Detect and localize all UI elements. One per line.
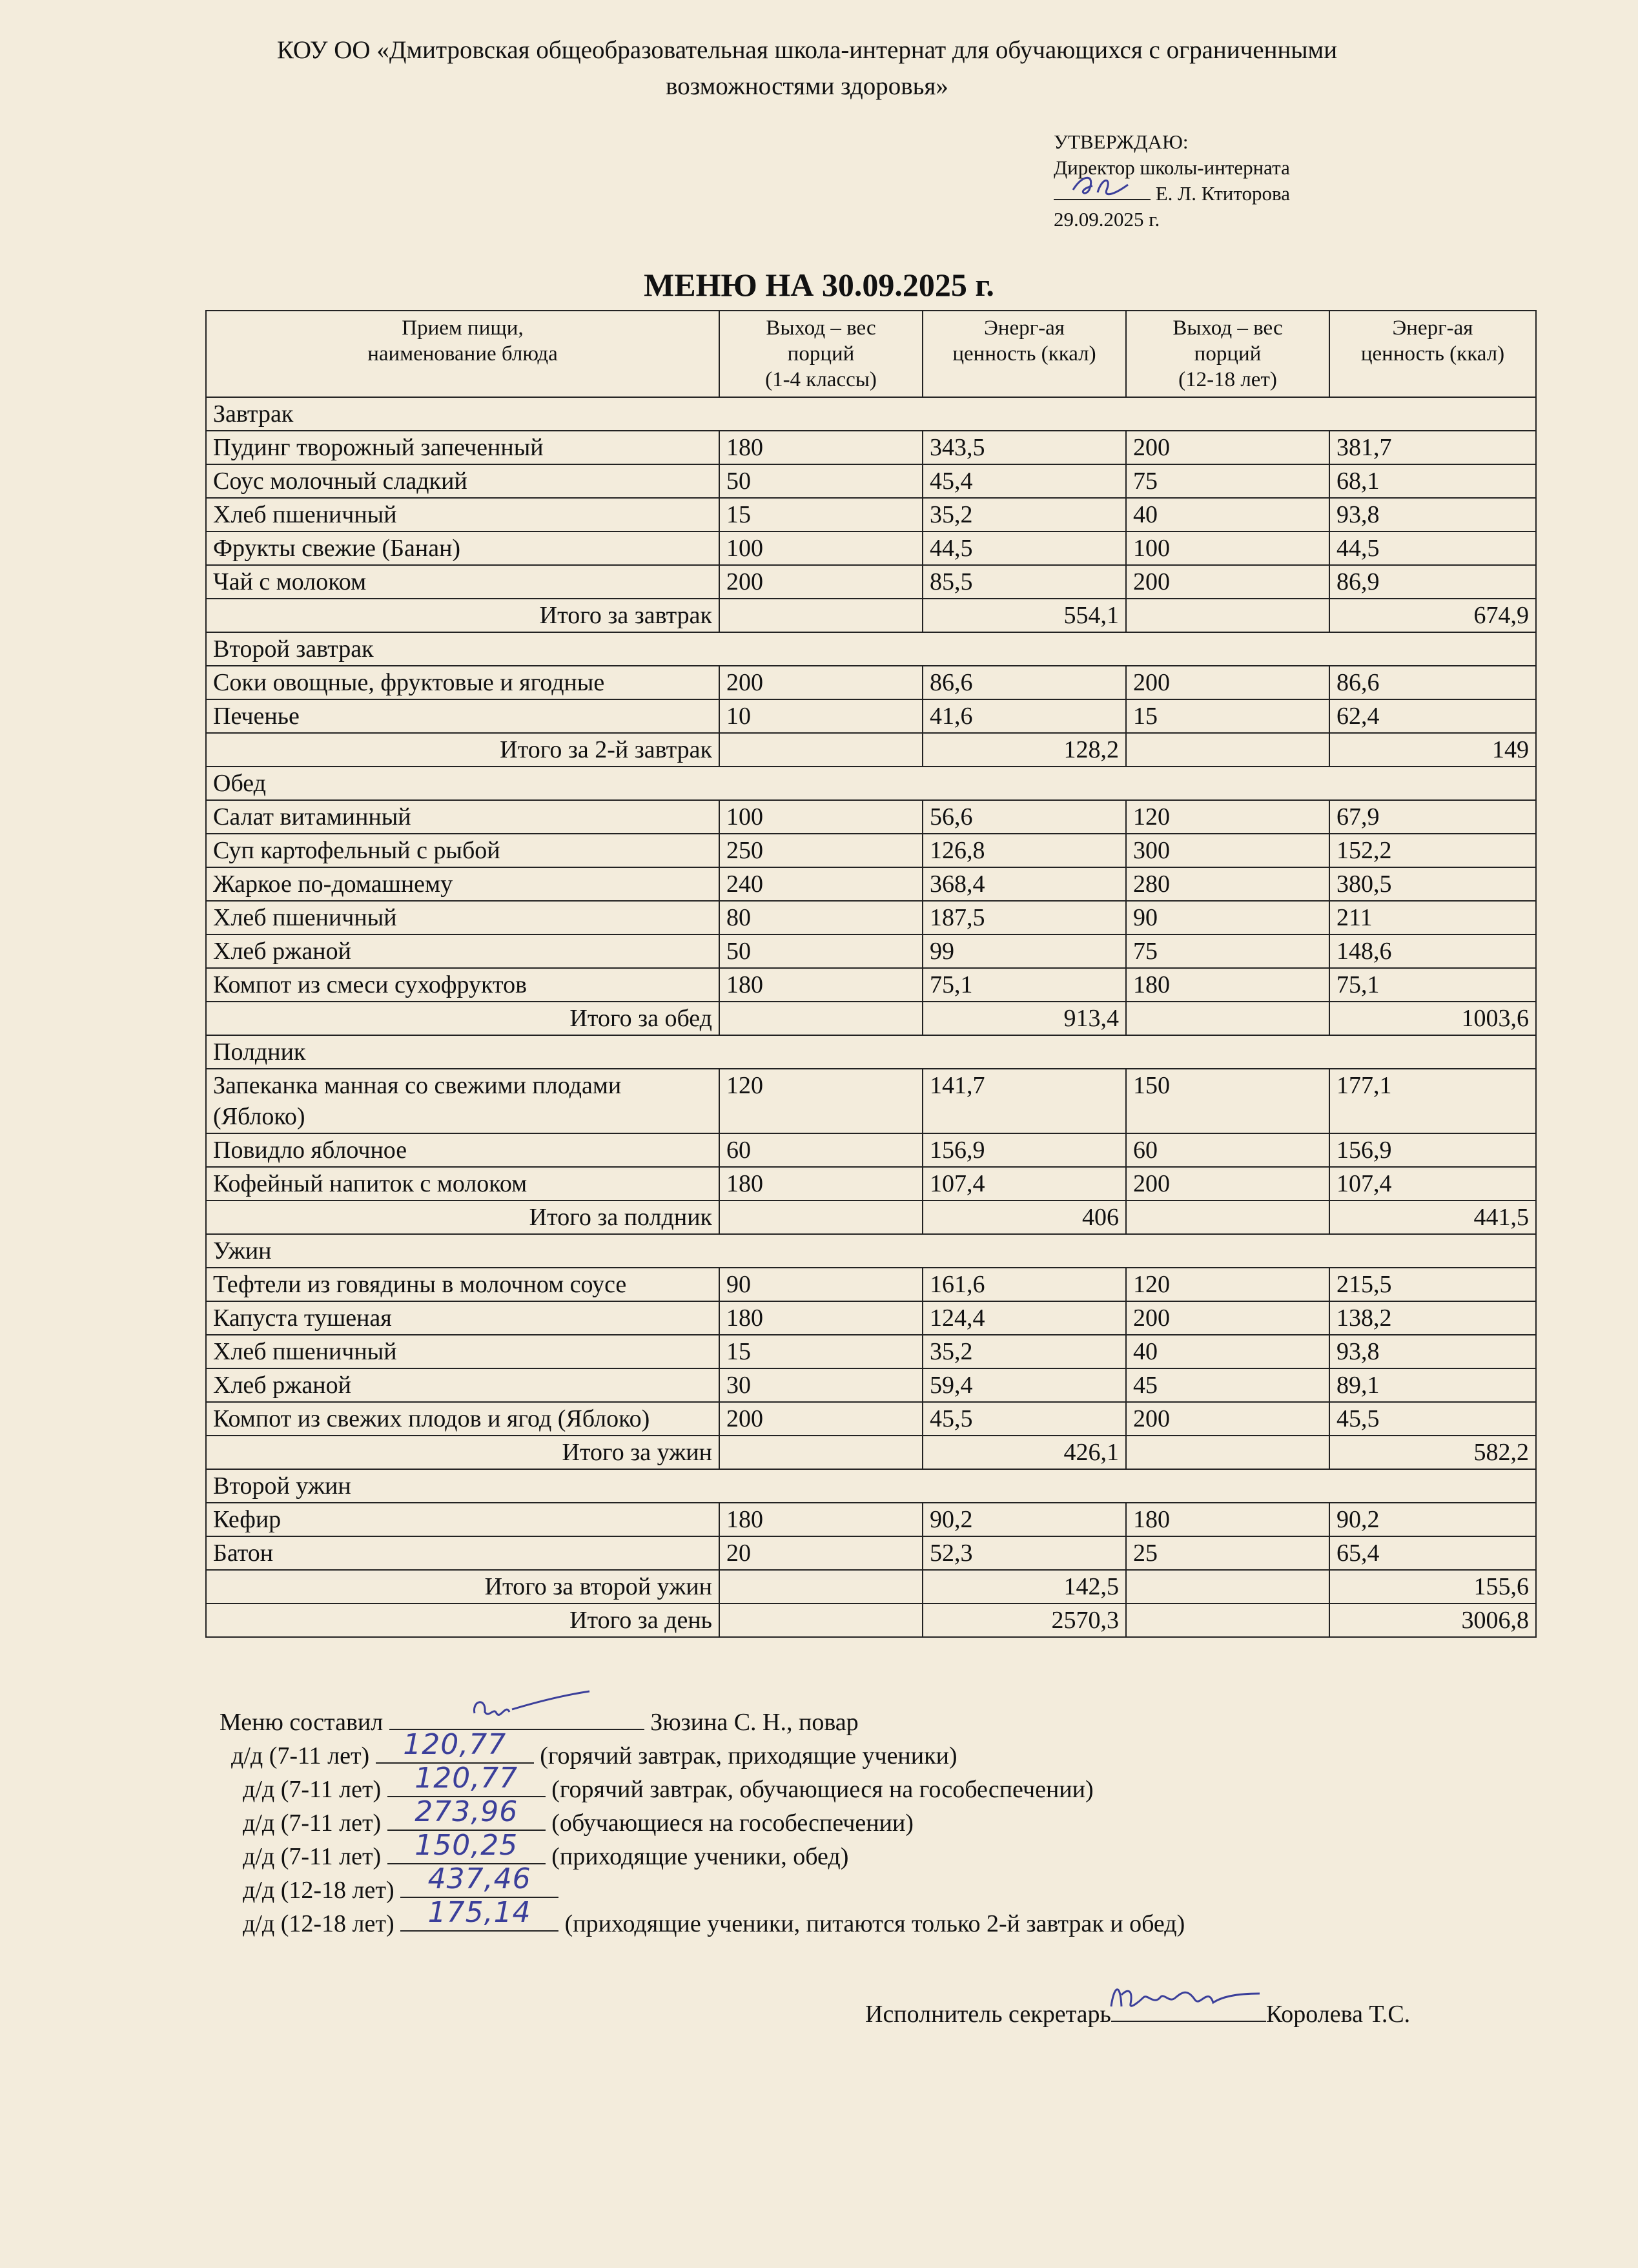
yield-senior: 100	[1126, 531, 1329, 565]
menu-table	[205, 310, 1537, 1638]
cook-signature	[389, 1707, 644, 1730]
table-row	[206, 699, 1536, 733]
total-energy-junior: 406	[923, 1201, 1126, 1234]
dish-name: Хлеб ржаной	[206, 934, 719, 968]
yield-senior: 90	[1126, 901, 1329, 934]
total-energy-senior: 149	[1329, 733, 1536, 767]
daily-cost-prefix: д/д (7-11 лет)	[243, 1776, 382, 1803]
table-row	[206, 1069, 1536, 1133]
yield-senior: 200	[1126, 666, 1329, 699]
day-total-label: Итого за день	[206, 1603, 719, 1637]
yield-junior: 60	[719, 1133, 923, 1167]
total-empty	[1126, 733, 1329, 767]
daily-cost-field	[400, 1896, 558, 1932]
total-label: Итого за обед	[206, 1002, 719, 1035]
table-row	[206, 1335, 1536, 1368]
yield-junior: 240	[719, 867, 923, 901]
total-energy-junior: 426,1	[923, 1436, 1126, 1469]
table-row	[206, 431, 1536, 464]
dish-name: Хлеб пшеничный	[206, 901, 719, 934]
yield-senior: 120	[1126, 800, 1329, 834]
energy-senior: 148,6	[1329, 934, 1536, 968]
section-title: Полдник	[206, 1035, 1536, 1069]
section-total-row	[206, 1570, 1536, 1603]
director-signature	[1054, 182, 1151, 200]
yield-junior: 80	[719, 901, 923, 934]
dish-name: Запеканка манная со свежими плодами (Яблоко)	[206, 1069, 719, 1133]
yield-junior: 100	[719, 800, 923, 834]
org-line-2: возможностями здоровья»	[666, 72, 948, 100]
energy-senior: 86,6	[1329, 666, 1536, 699]
dish-name: Кофейный напиток с молоком	[206, 1167, 719, 1201]
section-title: Второй ужин	[206, 1469, 1536, 1503]
section-total-row	[206, 599, 1536, 632]
yield-junior: 200	[719, 1402, 923, 1436]
energy-junior: 35,2	[923, 498, 1126, 531]
yield-junior: 200	[719, 565, 923, 599]
yield-senior: 180	[1126, 968, 1329, 1002]
yield-junior: 50	[719, 934, 923, 968]
yield-senior: 150	[1126, 1069, 1329, 1133]
daily-cost-value: 150,25	[415, 1829, 518, 1862]
table-row	[206, 498, 1536, 531]
yield-senior: 180	[1126, 1503, 1329, 1536]
daily-cost-field	[387, 1795, 546, 1831]
yield-senior: 75	[1126, 934, 1329, 968]
section-row	[206, 397, 1536, 431]
energy-senior: 86,9	[1329, 565, 1536, 599]
dish-name: Печенье	[206, 699, 719, 733]
total-empty	[1126, 1002, 1329, 1035]
total-energy-junior: 128,2	[923, 733, 1126, 767]
approval-signature-row	[1054, 181, 1441, 207]
approval-date: 29.09.2025 г.	[1054, 208, 1160, 231]
composed-label: Меню составил	[220, 1709, 384, 1736]
table-row	[206, 1133, 1536, 1167]
total-empty	[1126, 1570, 1329, 1603]
yield-senior: 60	[1126, 1133, 1329, 1167]
energy-junior: 35,2	[923, 1335, 1126, 1368]
header-yield-junior: Выход – вес порций (1-4 классы)	[719, 311, 923, 397]
daily-cost-field	[387, 1762, 546, 1797]
yield-senior: 25	[1126, 1536, 1329, 1570]
executor-signature-icon	[1105, 1974, 1266, 2019]
dish-name: Салат витаминный	[206, 800, 719, 834]
executor-name: Королева Т.С.	[1265, 2001, 1411, 2028]
energy-senior: 62,4	[1329, 699, 1536, 733]
energy-senior: 152,2	[1329, 834, 1536, 867]
page-title: МЕНЮ НА 30.09.2025 г.	[644, 267, 994, 303]
total-empty	[1126, 1201, 1329, 1234]
daily-cost-prefix: д/д (12-18 лет)	[243, 1910, 394, 1937]
total-label: Итого за ужин	[206, 1436, 719, 1469]
section-row	[206, 1469, 1536, 1503]
table-row	[206, 666, 1536, 699]
energy-junior: 156,9	[923, 1133, 1126, 1167]
table-row	[206, 834, 1536, 867]
energy-junior: 124,4	[923, 1301, 1126, 1335]
yield-senior: 200	[1126, 565, 1329, 599]
energy-senior: 138,2	[1329, 1301, 1536, 1335]
daily-cost-note: (приходящие ученики, питаются только 2-й завтрак и обед)	[564, 1910, 1185, 1937]
daily-cost-lines	[220, 1728, 1575, 1941]
dish-name: Батон	[206, 1536, 719, 1570]
energy-senior: 93,8	[1329, 1335, 1536, 1368]
dish-name: Суп картофельный с рыбой	[206, 834, 719, 867]
yield-junior: 15	[719, 498, 923, 531]
section-title: Обед	[206, 767, 1536, 800]
yield-senior: 40	[1126, 1335, 1329, 1368]
energy-junior: 45,4	[923, 464, 1126, 498]
total-energy-senior: 155,6	[1329, 1570, 1536, 1603]
day-total-row	[206, 1603, 1536, 1637]
header-energy-junior: Энерг-ая ценность (ккал)	[923, 311, 1126, 397]
org-line-1: КОУ ОО «Дмитровская общеобразовательная школа-интернат для обучающихся с ограниченными	[276, 36, 1338, 64]
energy-senior: 93,8	[1329, 498, 1536, 531]
approval-block	[1054, 129, 1441, 232]
energy-junior: 59,4	[923, 1368, 1126, 1402]
table-row	[206, 800, 1536, 834]
yield-senior: 280	[1126, 867, 1329, 901]
energy-senior: 381,7	[1329, 431, 1536, 464]
total-energy-senior: 1003,6	[1329, 1002, 1536, 1035]
daily-cost-row	[220, 1896, 1575, 1941]
table-header-row	[206, 311, 1536, 397]
dish-name: Хлеб пшеничный	[206, 1335, 719, 1368]
table-row	[206, 1503, 1536, 1536]
yield-senior: 120	[1126, 1268, 1329, 1301]
composed-name: Зюзина С. Н., повар	[650, 1709, 859, 1736]
yield-junior: 180	[719, 968, 923, 1002]
yield-senior: 300	[1126, 834, 1329, 867]
yield-junior: 30	[719, 1368, 923, 1402]
header-dish: Прием пищи, наименование блюда	[206, 311, 719, 397]
energy-junior: 187,5	[923, 901, 1126, 934]
energy-senior: 67,9	[1329, 800, 1536, 834]
energy-senior: 215,5	[1329, 1268, 1536, 1301]
yield-senior: 200	[1126, 1167, 1329, 1201]
total-label: Итого за полдник	[206, 1201, 719, 1234]
total-empty	[719, 1570, 923, 1603]
section-total-row	[206, 1002, 1536, 1035]
energy-junior: 126,8	[923, 834, 1126, 867]
section-row	[206, 632, 1536, 666]
cook-signature-icon	[467, 1687, 596, 1726]
dish-name: Фрукты свежие (Банан)	[206, 531, 719, 565]
dish-name: Соус молочный сладкий	[206, 464, 719, 498]
table-row	[206, 531, 1536, 565]
section-title: Ужин	[206, 1234, 1536, 1268]
energy-junior: 107,4	[923, 1167, 1126, 1201]
energy-junior: 141,7	[923, 1069, 1126, 1133]
energy-junior: 52,3	[923, 1536, 1126, 1570]
table-row	[206, 934, 1536, 968]
daily-cost-field	[400, 1862, 558, 1898]
daily-cost-value: 273,96	[415, 1795, 518, 1828]
yield-senior: 200	[1126, 1301, 1329, 1335]
total-energy-senior: 441,5	[1329, 1201, 1536, 1234]
total-empty	[719, 1436, 923, 1469]
section-total-row	[206, 733, 1536, 767]
table-row	[206, 1167, 1536, 1201]
table-row	[206, 901, 1536, 934]
organization-header	[194, 32, 1420, 105]
daily-cost-prefix: д/д (7-11 лет)	[243, 1809, 382, 1837]
daily-cost-value: 120,77	[403, 1728, 507, 1761]
section-row	[206, 767, 1536, 800]
approval-name: Е. Л. Ктиторова	[1155, 182, 1290, 205]
dish-name: Капуста тушеная	[206, 1301, 719, 1335]
section-total-row	[206, 1436, 1536, 1469]
yield-senior: 75	[1126, 464, 1329, 498]
energy-senior: 177,1	[1329, 1069, 1536, 1133]
table-row	[206, 1402, 1536, 1436]
executor-label: Исполнитель секретарь	[865, 2001, 1111, 2028]
section-row	[206, 1035, 1536, 1069]
yield-junior: 10	[719, 699, 923, 733]
energy-junior: 99	[923, 934, 1126, 968]
yield-senior: 200	[1126, 1402, 1329, 1436]
energy-junior: 75,1	[923, 968, 1126, 1002]
yield-junior: 180	[719, 431, 923, 464]
yield-junior: 90	[719, 1268, 923, 1301]
energy-junior: 56,6	[923, 800, 1126, 834]
yield-senior: 45	[1126, 1368, 1329, 1402]
energy-junior: 44,5	[923, 531, 1126, 565]
daily-cost-note: (обучающиеся на гособеспечении)	[551, 1809, 914, 1837]
table-row	[206, 1268, 1536, 1301]
daily-cost-prefix: д/д (12-18 лет)	[243, 1877, 394, 1904]
dish-name: Жаркое по-домашнему	[206, 867, 719, 901]
director-signature-icon	[1067, 170, 1138, 203]
energy-senior: 68,1	[1329, 464, 1536, 498]
energy-junior: 368,4	[923, 867, 1126, 901]
yield-junior: 250	[719, 834, 923, 867]
energy-senior: 65,4	[1329, 1536, 1536, 1570]
energy-junior: 45,5	[923, 1402, 1126, 1436]
energy-junior: 85,5	[923, 565, 1126, 599]
header-yield-senior: Выход – вес порций (12-18 лет)	[1126, 311, 1329, 397]
day-total-energy-senior: 3006,8	[1329, 1603, 1536, 1637]
energy-senior: 380,5	[1329, 867, 1536, 901]
dish-name: Повидло яблочное	[206, 1133, 719, 1167]
total-energy-junior: 142,5	[923, 1570, 1126, 1603]
energy-senior: 90,2	[1329, 1503, 1536, 1536]
executor-row	[865, 1999, 1410, 2028]
daily-cost-note: (горячий завтрак, обучающиеся на гособеспечении)	[551, 1776, 1094, 1803]
dish-name: Тефтели из говядины в молочном соусе	[206, 1268, 719, 1301]
table-row	[206, 1536, 1536, 1570]
header-energy-senior: Энерг-ая ценность (ккал)	[1329, 311, 1536, 397]
table-row	[206, 867, 1536, 901]
section-row	[206, 1234, 1536, 1268]
energy-junior: 41,6	[923, 699, 1126, 733]
daily-cost-value: 175,14	[427, 1896, 531, 1929]
section-total-row	[206, 1201, 1536, 1234]
total-energy-senior: 582,2	[1329, 1436, 1536, 1469]
dish-name: Кефир	[206, 1503, 719, 1536]
daily-cost-prefix: д/д (7-11 лет)	[243, 1843, 382, 1870]
total-energy-junior: 554,1	[923, 599, 1126, 632]
table-row	[206, 1301, 1536, 1335]
daily-cost-prefix: д/д (7-11 лет)	[231, 1742, 370, 1769]
total-empty	[719, 1201, 923, 1234]
dish-name: Хлеб пшеничный	[206, 498, 719, 531]
energy-junior: 86,6	[923, 666, 1126, 699]
energy-senior: 156,9	[1329, 1133, 1536, 1167]
energy-junior: 90,2	[923, 1503, 1126, 1536]
total-empty	[719, 1603, 923, 1637]
approval-title: УТВЕРЖДАЮ:	[1054, 130, 1189, 153]
total-empty	[1126, 1436, 1329, 1469]
total-empty	[1126, 599, 1329, 632]
daily-cost-note: (приходящие ученики, обед)	[551, 1843, 849, 1870]
table-row	[206, 464, 1536, 498]
dish-name: Пудинг творожный запеченный	[206, 431, 719, 464]
energy-senior: 89,1	[1329, 1368, 1536, 1402]
daily-cost-field	[376, 1728, 534, 1764]
energy-junior: 161,6	[923, 1268, 1126, 1301]
menu-table-body	[206, 397, 1536, 1637]
dish-name: Компот из смеси сухофруктов	[206, 968, 719, 1002]
approval-position: Директор школы-интерната	[1054, 156, 1290, 179]
yield-junior: 200	[719, 666, 923, 699]
energy-senior: 211	[1329, 901, 1536, 934]
energy-senior: 107,4	[1329, 1167, 1536, 1201]
daily-cost-value: 120,77	[415, 1762, 518, 1795]
total-label: Итого за 2-й завтрак	[206, 733, 719, 767]
day-total-energy-junior: 2570,3	[923, 1603, 1126, 1637]
total-energy-senior: 674,9	[1329, 599, 1536, 632]
energy-senior: 45,5	[1329, 1402, 1536, 1436]
yield-junior: 120	[719, 1069, 923, 1133]
yield-senior: 15	[1126, 699, 1329, 733]
yield-junior: 50	[719, 464, 923, 498]
yield-junior: 100	[719, 531, 923, 565]
section-title: Второй завтрак	[206, 632, 1536, 666]
yield-junior: 20	[719, 1536, 923, 1570]
yield-senior: 200	[1126, 431, 1329, 464]
total-label: Итого за второй ужин	[206, 1570, 719, 1603]
table-row	[206, 565, 1536, 599]
total-energy-junior: 913,4	[923, 1002, 1126, 1035]
yield-junior: 180	[719, 1167, 923, 1201]
table-row	[206, 968, 1536, 1002]
yield-junior: 180	[719, 1301, 923, 1335]
dish-name: Хлеб ржаной	[206, 1368, 719, 1402]
total-empty	[719, 733, 923, 767]
footer	[220, 1706, 1575, 1941]
executor-signature	[1111, 1999, 1266, 2022]
dish-name: Компот из свежих плодов и ягод (Яблоко)	[206, 1402, 719, 1436]
yield-junior: 15	[719, 1335, 923, 1368]
yield-junior: 180	[719, 1503, 923, 1536]
section-title: Завтрак	[206, 397, 1536, 431]
total-empty	[719, 599, 923, 632]
total-label: Итого за завтрак	[206, 599, 719, 632]
yield-senior: 40	[1126, 498, 1329, 531]
total-empty	[1126, 1603, 1329, 1637]
daily-cost-note: (горячий завтрак, приходящие ученики)	[540, 1742, 957, 1769]
table-row	[206, 1368, 1536, 1402]
energy-senior: 75,1	[1329, 968, 1536, 1002]
total-empty	[719, 1002, 923, 1035]
daily-cost-value: 437,46	[427, 1862, 531, 1895]
daily-cost-field	[387, 1829, 546, 1864]
dish-name: Соки овощные, фруктовые и ягодные	[206, 666, 719, 699]
energy-junior: 343,5	[923, 431, 1126, 464]
dish-name: Чай с молоком	[206, 565, 719, 599]
energy-senior: 44,5	[1329, 531, 1536, 565]
